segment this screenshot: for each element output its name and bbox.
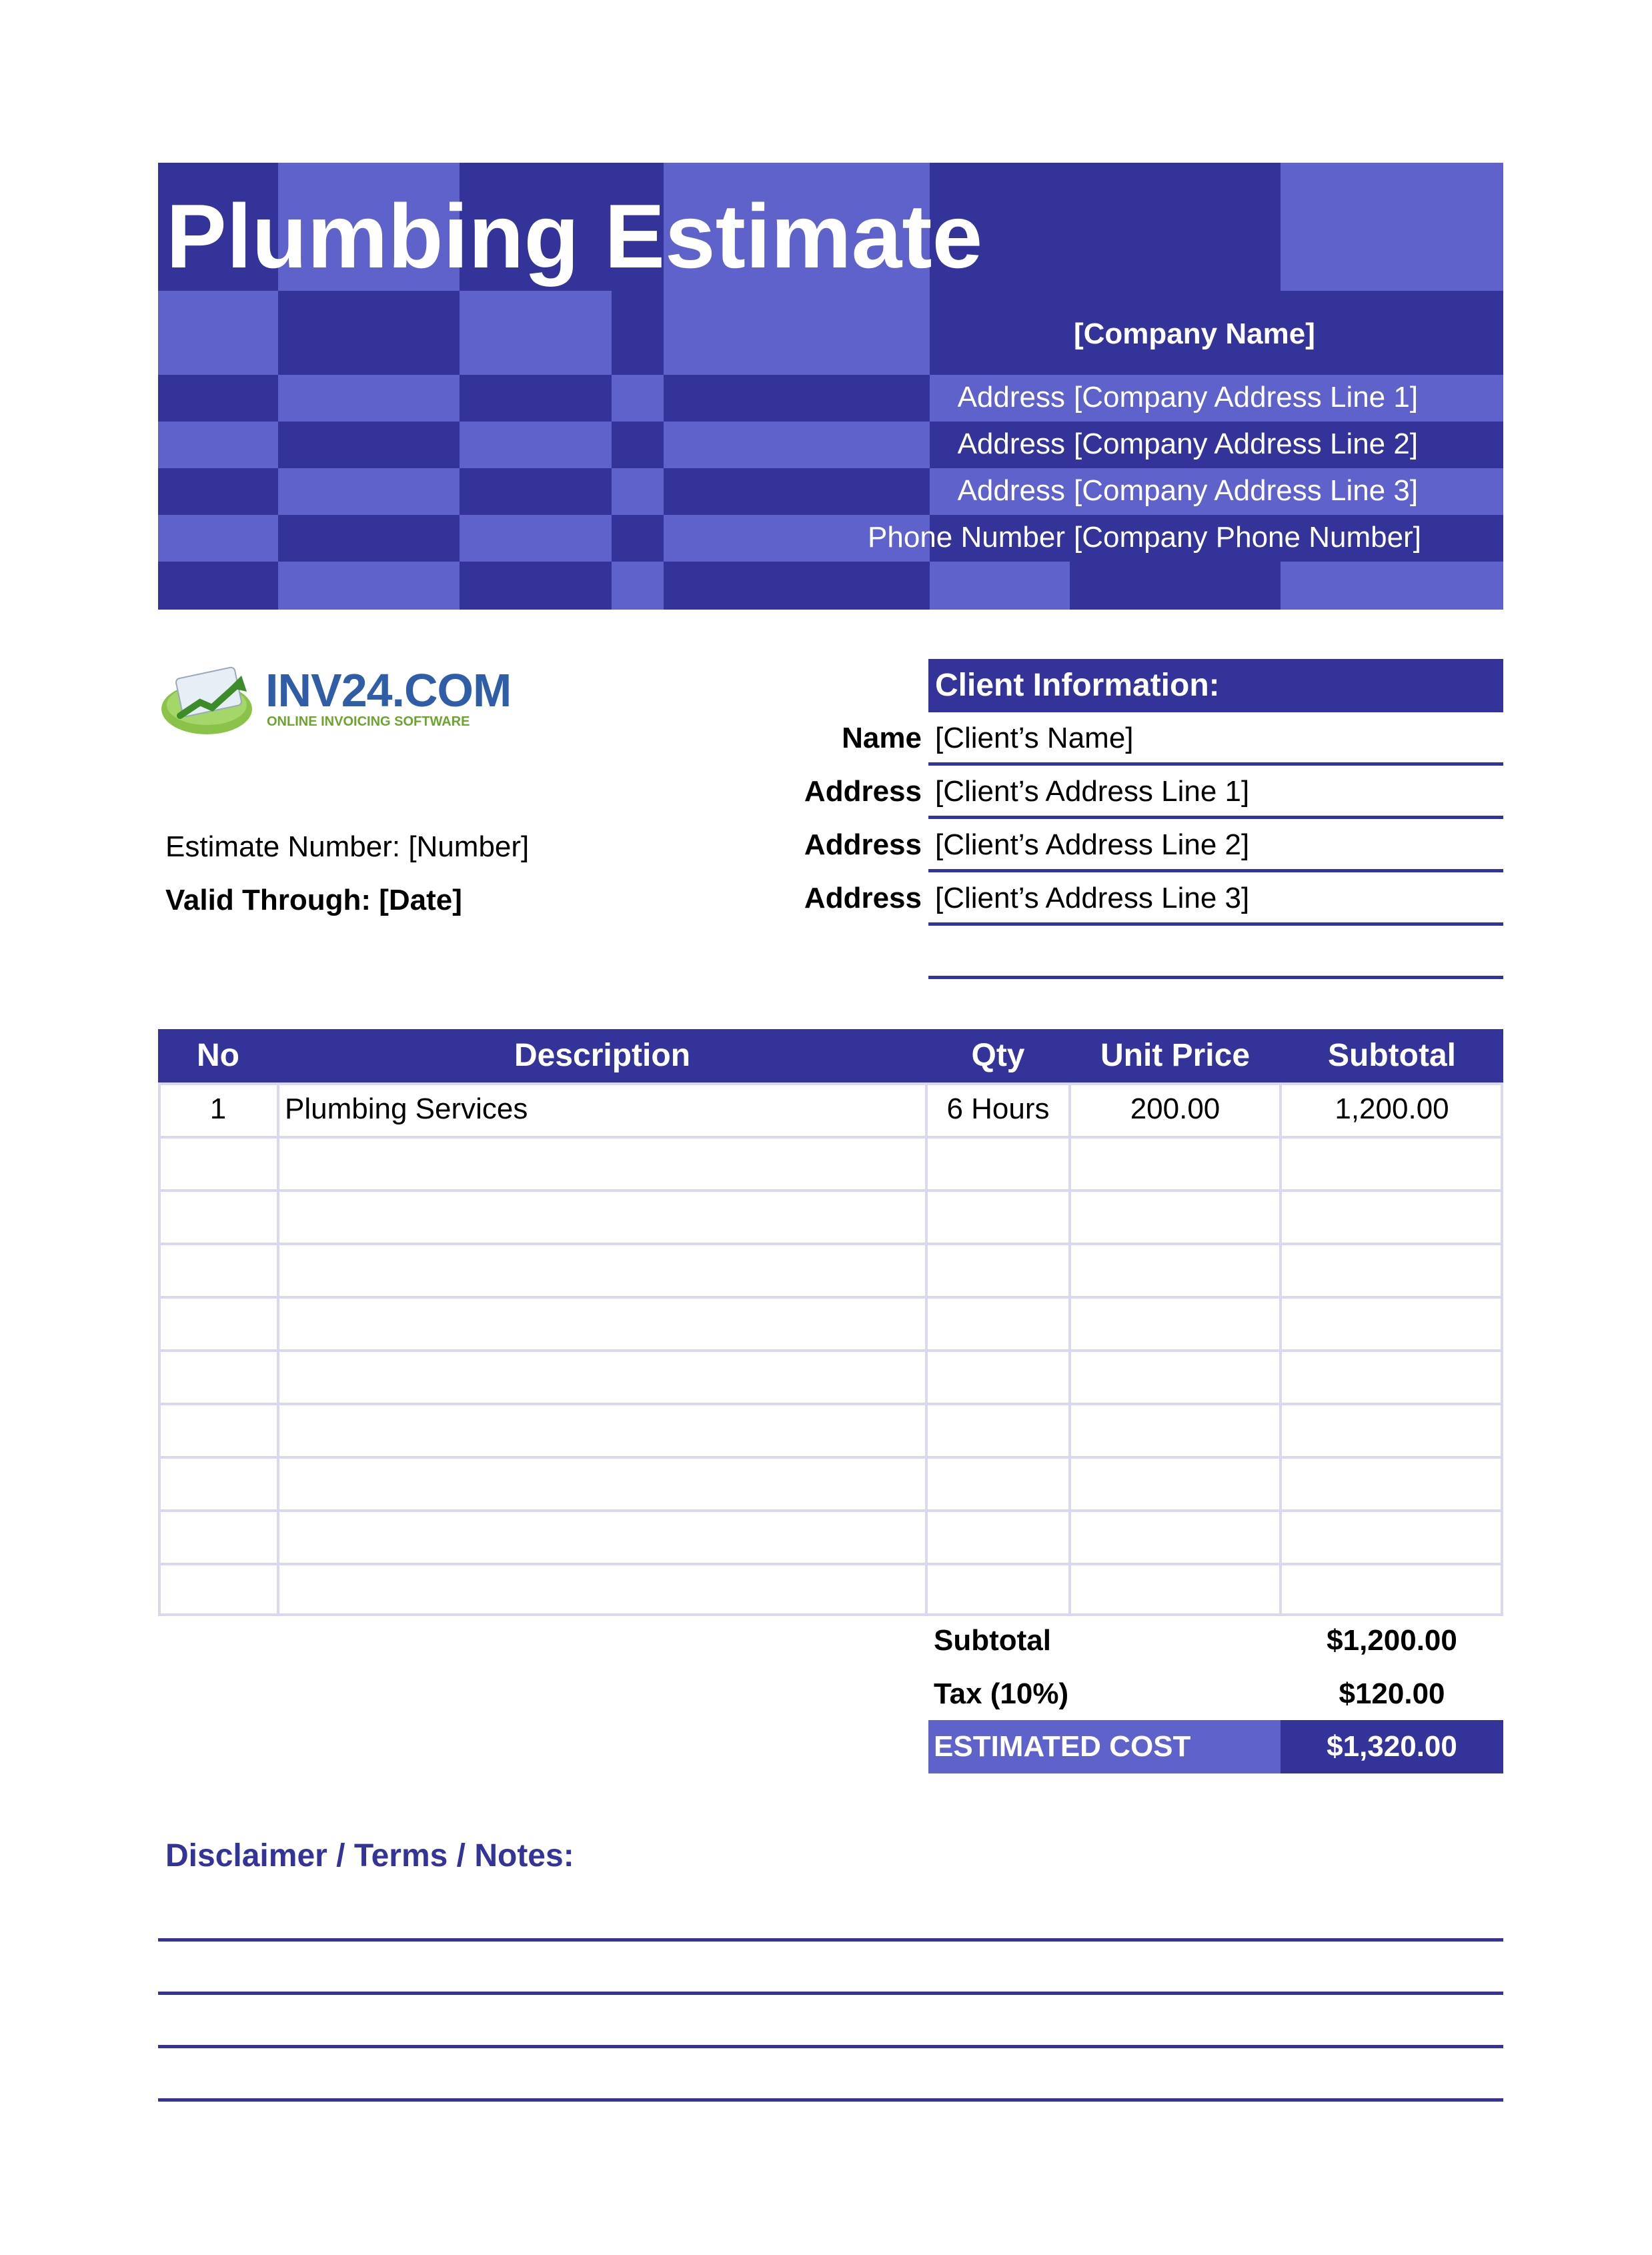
header-cell bbox=[278, 375, 460, 422]
header-cell bbox=[1070, 562, 1281, 610]
table-header-description: Description bbox=[278, 1029, 926, 1082]
notes-line bbox=[158, 1992, 1503, 1995]
header-cell bbox=[664, 375, 930, 422]
header-cell bbox=[930, 291, 1070, 375]
estimated-cost-label: ESTIMATED COST bbox=[934, 1730, 1191, 1763]
table-cell-qty: 6 Hours bbox=[946, 1092, 1050, 1125]
row-divider bbox=[158, 1349, 1503, 1352]
client-value: [Client’s Address Line 1] bbox=[935, 775, 1250, 808]
client-row bbox=[928, 712, 1503, 766]
row-divider bbox=[158, 1189, 1503, 1192]
client-row bbox=[928, 872, 1503, 926]
company-address-2: [Company Address Line 2] bbox=[1074, 428, 1419, 460]
header-cell bbox=[612, 515, 664, 562]
header-cell bbox=[460, 422, 612, 468]
table-header-subtotal: Subtotal bbox=[1281, 1029, 1503, 1082]
company-phone-label: Phone Number bbox=[868, 521, 1065, 554]
row-divider bbox=[158, 1243, 1503, 1245]
notes-line bbox=[158, 2045, 1503, 2048]
header-cell bbox=[158, 562, 278, 610]
notes-line bbox=[158, 2098, 1503, 2102]
table-cell-subtotal: 1,200.00 bbox=[1335, 1092, 1449, 1125]
company-address-label-3: Address bbox=[957, 474, 1065, 507]
client-label: Address bbox=[804, 828, 922, 861]
header-cell bbox=[460, 515, 612, 562]
header-cell bbox=[1070, 163, 1281, 291]
estimated-cost-value: $1,320.00 bbox=[1327, 1730, 1457, 1763]
header-cell bbox=[278, 422, 460, 468]
header-cell bbox=[664, 422, 930, 468]
header-cell bbox=[278, 562, 460, 610]
client-row bbox=[928, 926, 1503, 979]
header-cell bbox=[460, 562, 612, 610]
estimate-number: Estimate Number: [Number] bbox=[165, 830, 530, 863]
row-divider bbox=[158, 1403, 1503, 1405]
client-label: Name bbox=[842, 722, 922, 754]
header-cell bbox=[460, 375, 612, 422]
header-cell bbox=[278, 468, 460, 515]
row-divider bbox=[158, 1456, 1503, 1459]
header-cell bbox=[278, 291, 460, 375]
row-divider bbox=[158, 1563, 1503, 1565]
header-cell bbox=[612, 291, 664, 375]
logo-text: INV24.COM bbox=[265, 664, 512, 716]
table-cell-unit-price: 200.00 bbox=[1130, 1092, 1220, 1125]
company-phone: [Company Phone Number] bbox=[1074, 521, 1421, 554]
header-cell bbox=[612, 468, 664, 515]
client-value: [Client’s Name] bbox=[935, 722, 1134, 754]
page-title: Plumbing Estimate bbox=[166, 185, 983, 287]
row-divider bbox=[158, 1509, 1503, 1512]
row-divider bbox=[158, 1136, 1503, 1139]
company-address-1: [Company Address Line 1] bbox=[1074, 381, 1419, 414]
client-value: [Client’s Address Line 2] bbox=[935, 828, 1250, 861]
header-cell bbox=[158, 291, 278, 375]
inv24-logo bbox=[160, 664, 512, 737]
table-header-qty: Qty bbox=[926, 1029, 1070, 1082]
header-cell bbox=[460, 468, 612, 515]
client-label: Address bbox=[804, 775, 922, 808]
company-address-3: [Company Address Line 3] bbox=[1074, 474, 1419, 507]
notes-title: Disclaimer / Terms / Notes: bbox=[165, 1838, 574, 1873]
table-header-no: No bbox=[158, 1029, 278, 1082]
client-row bbox=[928, 766, 1503, 819]
client-value: [Client’s Address Line 3] bbox=[935, 882, 1250, 914]
header-cell bbox=[158, 422, 278, 468]
header-cell bbox=[930, 562, 1070, 610]
header-cell bbox=[158, 468, 278, 515]
tax-value: $120.00 bbox=[1339, 1677, 1445, 1710]
header-cell bbox=[664, 468, 930, 515]
company-name: [Company Name] bbox=[1074, 317, 1315, 350]
table-header-unit-price: Unit Price bbox=[1070, 1029, 1281, 1082]
logo-icon bbox=[160, 664, 260, 737]
table-cell-no: 1 bbox=[209, 1092, 227, 1125]
company-address-label-2: Address bbox=[957, 428, 1065, 460]
subtotal-label: Subtotal bbox=[934, 1624, 1051, 1657]
header-cell bbox=[612, 422, 664, 468]
header-cell bbox=[664, 562, 930, 610]
row-divider bbox=[158, 1296, 1503, 1299]
header-cell bbox=[664, 291, 930, 375]
logo-subtext: ONLINE INVOICING SOFTWARE bbox=[267, 714, 470, 729]
header-cell bbox=[278, 515, 460, 562]
header-cell bbox=[460, 291, 612, 375]
header-cell bbox=[612, 562, 664, 610]
header-cell bbox=[612, 375, 664, 422]
header-banner bbox=[158, 163, 1503, 610]
tax-label: Tax (10%) bbox=[934, 1677, 1069, 1710]
header-cell bbox=[1281, 562, 1503, 610]
company-address-label-1: Address bbox=[957, 381, 1065, 414]
client-info-heading: Client Information: bbox=[928, 659, 1503, 712]
header-cell bbox=[158, 515, 278, 562]
notes-line bbox=[158, 1938, 1503, 1942]
header-cell bbox=[1281, 163, 1503, 291]
client-label: Address bbox=[804, 882, 922, 914]
client-row bbox=[928, 819, 1503, 872]
header-cell bbox=[158, 375, 278, 422]
table-cell-description: Plumbing Services bbox=[285, 1092, 528, 1125]
valid-through: Valid Through: [Date] bbox=[165, 884, 462, 916]
subtotal-value: $1,200.00 bbox=[1327, 1624, 1457, 1657]
